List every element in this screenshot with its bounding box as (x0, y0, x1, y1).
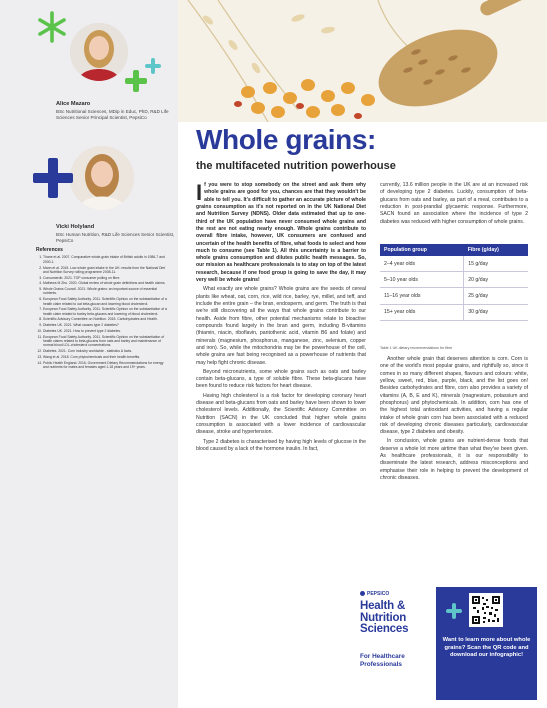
table-cell: 15+ year olds (380, 304, 464, 320)
references (36, 247, 170, 371)
avatar (70, 146, 134, 210)
brand-line: Nutrition (360, 611, 407, 624)
table-row (380, 288, 528, 304)
author-name: Vicki Holyland (56, 224, 95, 230)
table-header: Population group (380, 244, 464, 256)
table-cell: 20 g/day (464, 272, 528, 288)
table-cell: 5–10 year olds (380, 272, 464, 288)
pepsico-globe-icon (360, 591, 365, 596)
table-row (380, 272, 528, 288)
list-item: 13. Wang et al. 2018. Corn phytochemicals and their health benefits. (43, 355, 170, 359)
company-logo (360, 591, 389, 597)
hero-image (178, 0, 547, 122)
fibre-table (380, 244, 528, 321)
list-item: 9. Diabetes UK. 2021. What causes type 2 diabetes? (43, 323, 170, 327)
paragraph: Another whole grain that deserves attention is corn. Corn is one of the world's most popular grains, and rightfully so, since it comes in so many different shapes, flavours and colours: white, yellow, sweet, red, blue, purple, black, and the list goes on! Besides carbohydrates and fibre, corn also provides a variety of vitamins (A, B, E and K), minerals (magnesium, potassium and phosphorus) and phytochemicals. In addition, corn has one of the highest total antioxidant activities, and having a regular intake of whole grain corn has been associated with a reduced risk of developing chronic diseases particularly, cardiovascular disease, type 2 diabetes and obesity. (380, 356, 528, 436)
article-subtitle: the multifaceted nutrition powerhouse (196, 160, 396, 172)
article-column-2 (380, 182, 528, 228)
references-list (36, 255, 170, 369)
list-item: 3. Consumerdb. 2021. TOP consumer polling on fibre. (43, 276, 170, 280)
plus-icon (125, 70, 147, 92)
avatar (70, 23, 128, 81)
list-item: 1. Thane et al. 2007. Comparative whole-grain intake of British adults in 1986-7 and 2000-1. (43, 255, 170, 264)
list-item: 14. Public Health England. 2016. Government Dietary Recommendations for energy and nutrients for males and females aged 1-18 years and 19+ years. (43, 361, 170, 370)
promo-box (352, 587, 537, 700)
promo-cta-text: Want to learn more about whole grains? Scan the QR code and download our infographic! (442, 637, 531, 659)
portrait-icon (70, 146, 134, 210)
table-cell: 2–4 year olds (380, 256, 464, 272)
audience-line: For Healthcare (360, 653, 405, 660)
drop-cap: I (196, 180, 203, 205)
grains-illustration (178, 0, 547, 122)
article-column-2-continued (380, 356, 528, 484)
promo-cta-panel (436, 587, 537, 700)
table-row (380, 256, 528, 272)
paragraph: Type 2 diabetes is characterised by having high levels of glucose in the blood caused by a lack of the hormone insulin. In fact, (196, 438, 366, 452)
paragraph: currently, 13.6 million people in the UK are at an increased risk of developing type 2 diabetes. Luckily, consumption of beta-glucans from oats and barley, as part of a meal, contributes to a reduction in post-prandial glycaemic response. Furthermore, SACN found an association where the incidence of type 2 diabetes was reduced with higher consumption of whole grains. (380, 182, 528, 225)
list-item: 11. European Food Safety Authority. 2011. Scientific Opinion on the substantiation of health claims related to beta-glucans from oats and barley and maintenance of normal blood LDL-cholesterol concentrations. (43, 335, 170, 348)
audience-line: Professionals (360, 660, 402, 668)
promo-brand-panel (352, 587, 434, 700)
paragraph: In conclusion, whole grains are nutrient-dense foods that deserve a whole lot more airtime than what they've been given. As healthcare professionals, it is our responsibility to disseminate the latest research, address misconceptions and emphasise their role in helping to prevent the development of chronic diseases. (380, 438, 528, 481)
list-item: 10. Diabetes UK. 2021. How to prevent type 2 diabetes. (43, 329, 170, 333)
lead-paragraph (196, 182, 366, 284)
list-item: 7. European Food Safety Authority. 2011. Scientific Opinion on the substantiation of a health claim related to barley beta-glucans and lowering of blood cholesterol. (43, 307, 170, 316)
references-title: References (36, 247, 63, 253)
article-title: Whole grains: (196, 124, 376, 155)
brand-line: Health & (360, 600, 406, 612)
plus-icon (145, 58, 161, 74)
paragraph: Having high cholesterol is a risk factor for developing coronary heart disease and beta-glucans from oats and barley have been shown to lower cholesterol levels. Additionally, the Scientific Advisory Committee on Nutrition (SACN) in the UK concluded that higher whole grains consumption is associated with a lower incidence of cardiovascular disease, stroke and hypertension. (196, 392, 366, 436)
plus-icon (33, 158, 73, 198)
author-name: Alice Mazaro (56, 101, 91, 107)
article-column-1 (196, 182, 366, 455)
table-cell: 25 g/day (464, 288, 528, 304)
author-role: BSc Nutritional Sciences, MDip in Educ, PhD, R&D Life Sciences Senior Principal Scientist, PepsiCo (56, 109, 169, 120)
audience-label (360, 653, 405, 668)
lead-text: f you were to stop somebody on the street and ask them why whole grains are good for you, chances are that they wouldn't be able to tell you. It's difficult to gather an accurate picture of whole grains consumption as it's not reported on in the UK National Diet and Nutrition Survey (NDNS). Older data estimated that up to one-third of the UK population have never consumed whole grains and the rest are not eating nearly enough. Whole grains contribute to overall fibre intake, however, UK consumers are confused and uncertain of the health benefits of fibre, what foods to select and how much to consume (see Table 1). All this uncertainty is a barrier to whole grains consumption and dilutes public health messages. So, our mission as healthcare professionals is to stay on top of the latest research, because if one food group is going to save the day, it may very well be whole grains! (196, 182, 366, 284)
table-cell: 30 g/day (464, 304, 528, 320)
asterisk-icon (35, 10, 69, 44)
list-item: 2. Mann et al. 2015. Low whole grain intake in the UK: results from the National Diet and Nutrition Survey rolling programme 2008-11. (43, 266, 170, 275)
table-row (380, 304, 528, 320)
table-header-row (380, 244, 528, 256)
company-name: PEPSICO (367, 591, 390, 597)
brand-line: Sciences (360, 623, 409, 636)
author-role: BSc Human Nutrition, R&D Life Sciences Senior Scientist, PepsiCo (56, 232, 175, 243)
list-item: 8. Scientific Advisory Committee on Nutrition. 2015. Carbohydrates and Health. (43, 317, 170, 321)
qr-code-icon (471, 595, 501, 625)
table-caption: Table 1 UK dietary recommendations for fibre (380, 346, 453, 350)
list-item: 6. European Food Safety Authority. 2011. Scientific Opinion on the substantiation of a health claim related to oat beta-glucan and lowering blood cholesterol. (43, 297, 170, 306)
table-cell: 11–16 year olds (380, 288, 464, 304)
portrait-icon (70, 23, 128, 81)
table-cell: 15 g/day (464, 256, 528, 272)
list-item: 12. Diabetes. 2021. Corn industry worldwide - statistics & facts. (43, 349, 170, 353)
paragraph: Beyond micronutrients, some whole grains such as oats and barley contain beta-glucans, a type of soluble fibre. These beta-glucans have been found to reduce risk factors for heart disease. (196, 368, 366, 390)
plus-icon (446, 603, 462, 619)
list-item: 4. Mathews M Zhu. 2020. Global review of whole grain definitions and health claims. (43, 281, 170, 285)
brand-name (360, 601, 408, 636)
table-header: Fibre (g/day) (464, 244, 528, 256)
list-item: 5. Whole Grains Council. 2021. Whole grains: an important source of essential nutrients. (43, 287, 170, 296)
qr-code[interactable] (469, 593, 503, 627)
paragraph: What exactly are whole grains? Whole grains are the seeds of cereal plants like wheat, oat, corn, rice, wild rice, barley, rye, millet, and teff, and include the entire grain – the bran, endosperm, and germ. The truth is that we're still discovering all the ways that whole grains contribute to our health. Aside from fibre, other potential mechanisms relate to bioactive compounds found largely in the bran and germ, including B-vitamins (thiamin, niacin, riboflavin, pantothenic acid, vitamin B6 and folate) and minerals (magnesium, phosphorus, manganese, zinc, selenium, copper and iron). So, while the mitochondria may be the powerhouse of the cell, whole grains are fast being recognised as a powerhouse of nutrients that may help fight chronic disease. (196, 286, 366, 366)
